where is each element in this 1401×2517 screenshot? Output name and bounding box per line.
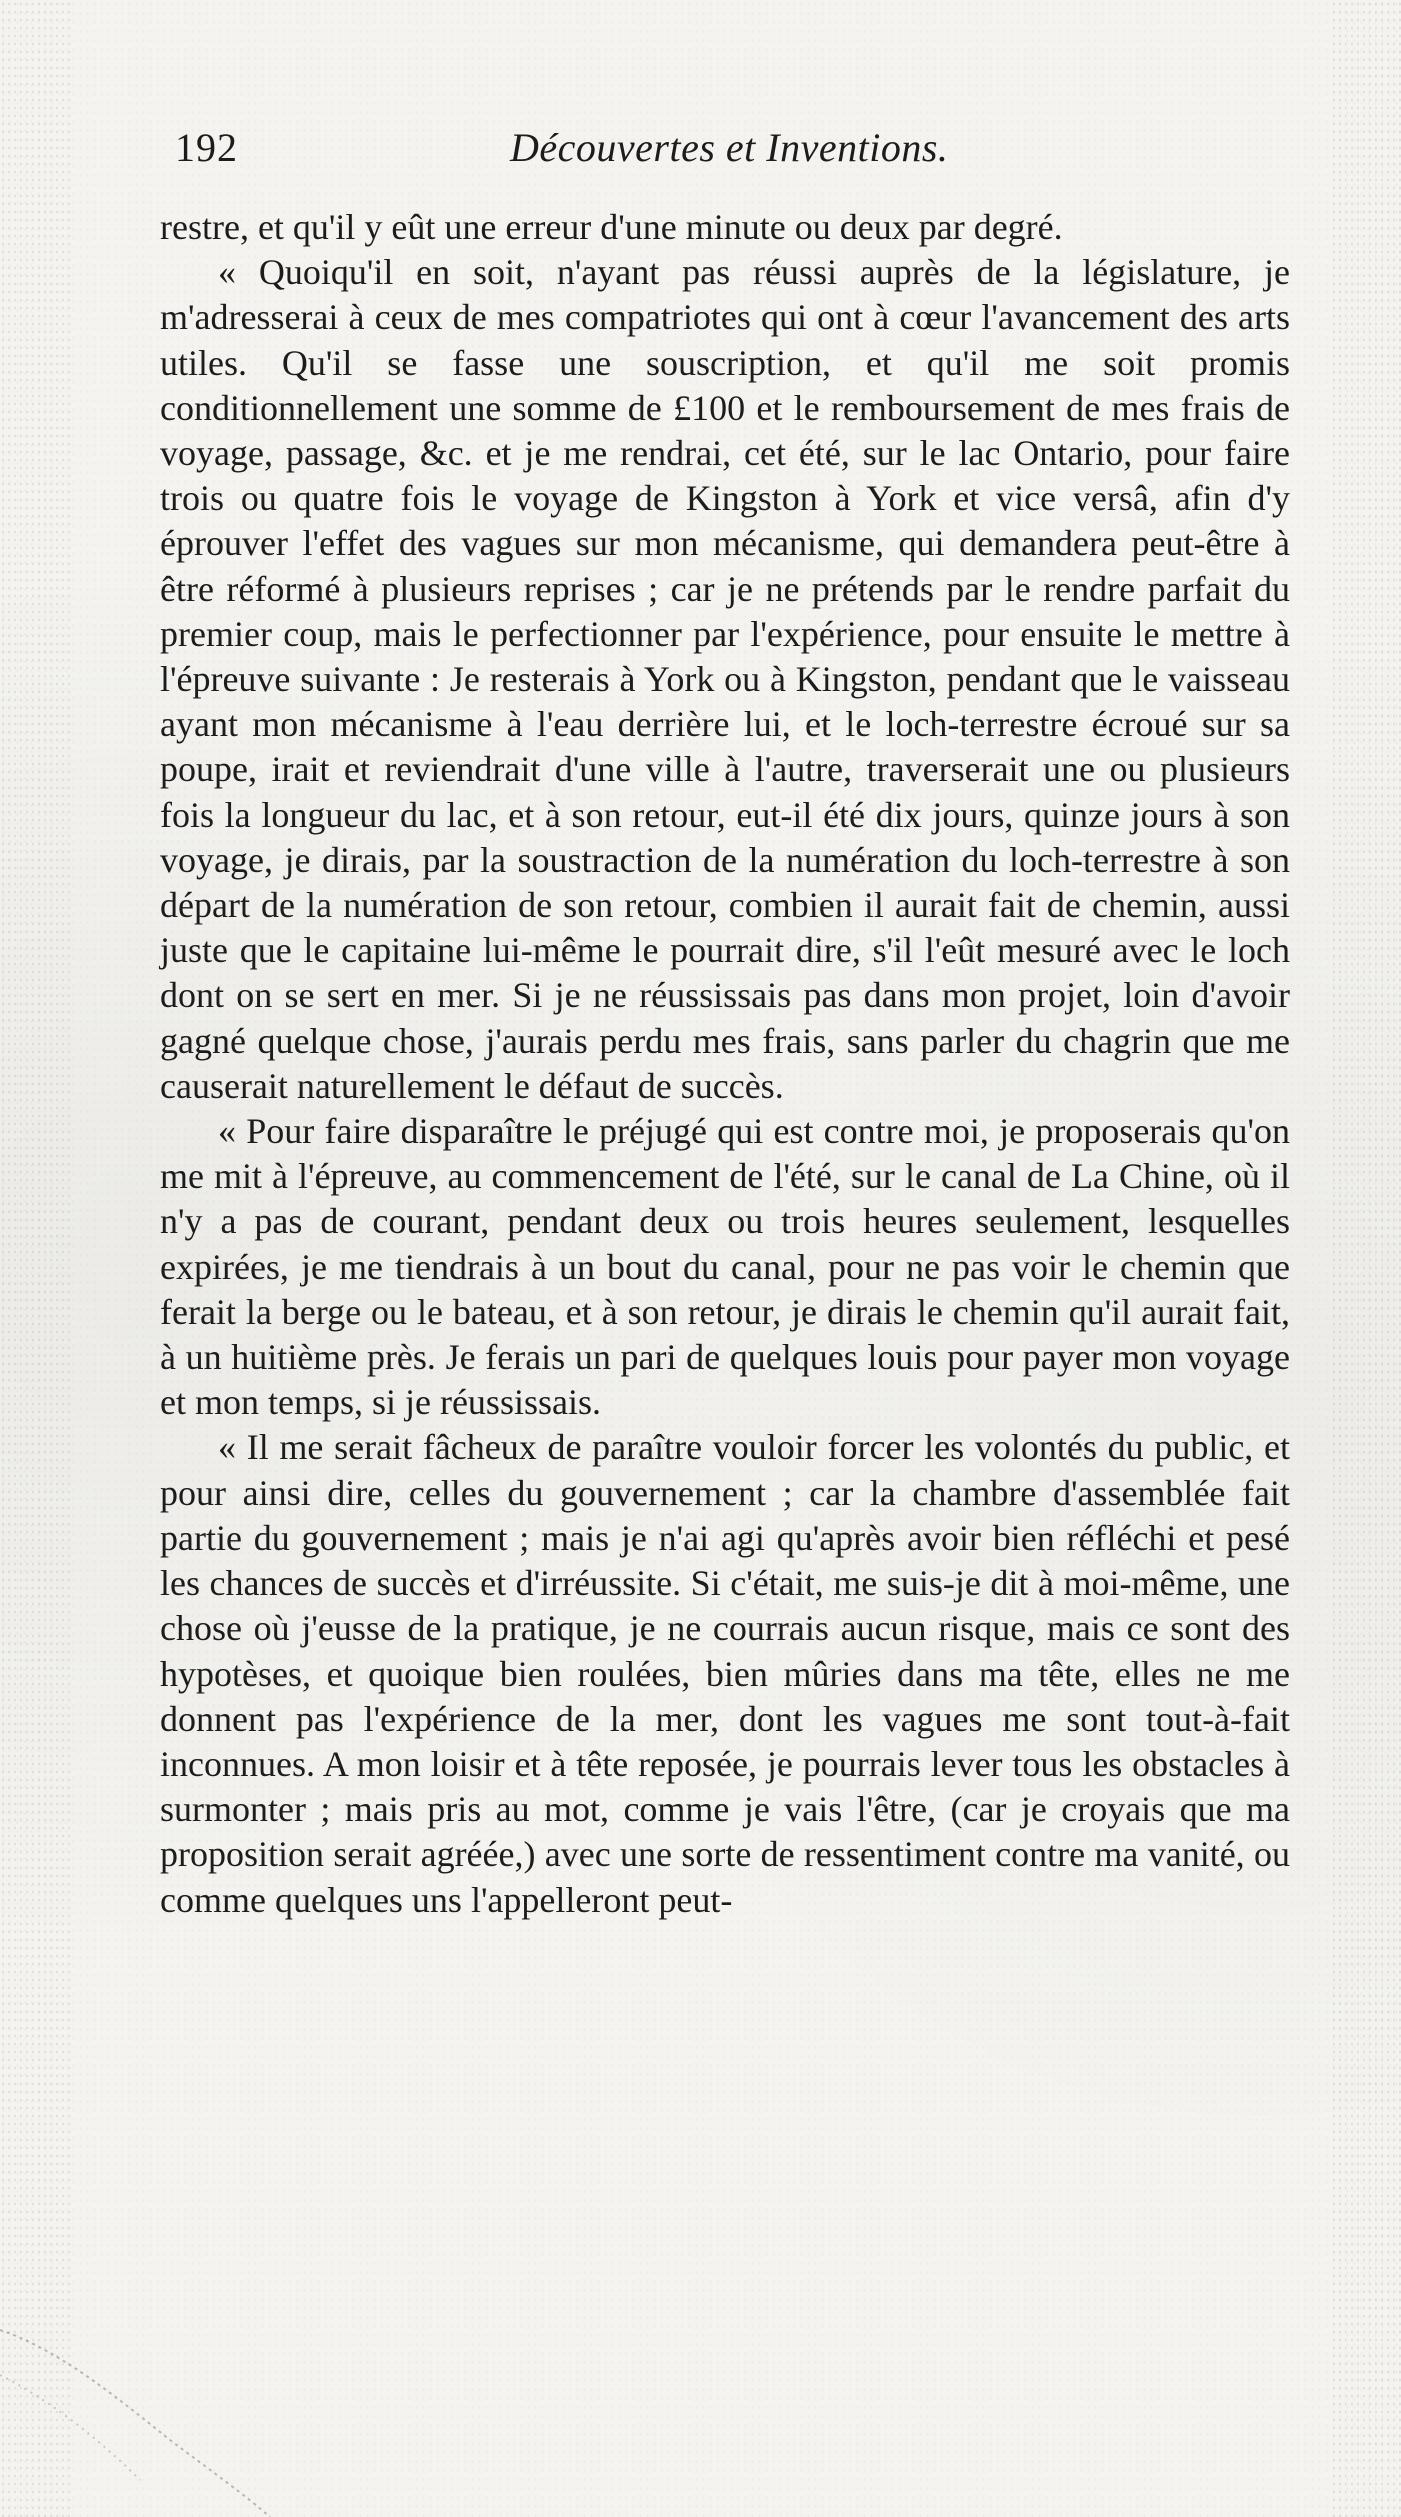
paragraph: « Il me serait fâcheux de paraître vouloir forcer les volontés du public, et pour ainsi dire, celles du gouvernement ; car la chambre d'assemblée fait partie du gouvernement ; mais je n'ai agi qu'après avoir bien réfléchi et pesé les chances de succès et d'irréussite. Si c'était, me suis-je dit à moi-même, une chose où j'eusse de la pratique, je ne courrais aucun risque, mais ce sont des hypotèses, et quoique bien roulées, bien mûries dans ma tête, elles ne me donnent pas l'expérience de la mer, dont les vagues me sont tout-à-fait inconnues. A mon loisir et à tête reposée, je pourrais lever tous les obstacles à surmonter ; mais pris au mot, comme je vais l'être, (car je croyais que ma proposition serait agréée,) avec une sorte de ressentiment contre ma vanité, ou comme quelques uns l'appelleront peut- [160, 1427, 1290, 1920]
page-header [175, 124, 1315, 184]
left-page-edge [0, 0, 70, 2517]
right-page-edge [1331, 0, 1401, 2517]
paragraph: « Pour faire disparaître le préjugé qui est contre moi, je proposerais qu'on me mit à l'épreuve, au commencement de l'été, sur le canal de La Chine, où il n'y a pas de courant, pendant deux ou trois heures seulement, lesquelles expirées, je me tiendrais à un bout du canal, pour ne pas voir le chemin que ferait la berge ou le bateau, et à son retour, je dirais le chemin qu'il aurait fait, à un huitième près. Je ferais un pari de quelques louis pour payer mon voyage et mon temps, si je réussissais. [160, 1111, 1290, 1423]
page-number: 192 [175, 125, 238, 170]
paragraph: « Quoiqu'il en soit, n'ayant pas réussi auprès de la législature, je m'adresserai à ceux de mes compatriotes qui ont à cœur l'avancement des arts utiles. Qu'il se fasse une souscription, et qu'il me soit promis conditionnellement une somme de £100 et le remboursement de mes frais de voyage, passage, &c. et je me rendrai, cet été, sur le lac Ontario, pour faire trois ou quatre fois le voyage de Kingston à York et vice versâ, afin d'y éprouver l'effet des vagues sur mon mécanisme, qui demandera peut-être à être réformé à plusieurs reprises ; car je ne prétends par le rendre parfait du premier coup, mais le perfectionner par l'expérience, pour ensuite le mettre à l'épreuve suivante : Je resterais à York ou à Kingston, pendant que le vaisseau ayant mon mécanisme à l'eau derrière lui, et le loch-terrestre écroué sur sa poupe, irait et reviendrait d'une ville à l'autre, traverserait une ou plusieurs fois la longueur du lac, et à son retour, eut-il été dix jours, quinze jours à son voyage, je dirais, par la soustraction de la numération du loch-terrestre à son départ de la numération de son retour, combien il aurait fait de chemin, aussi juste que le capitaine lui-même le pourrait dire, s'il l'eût mesuré avec le loch dont on se sert en mer. Si je ne réussissais pas dans mon projet, loin d'avoir gagné quelque chose, j'aurais perdu mes frais, sans parler du chagrin que me causerait naturellement le défaut de succès. [160, 252, 1290, 1106]
paragraph-continuation: restre, et qu'il y eût une erreur d'une minute ou deux par degré. [160, 207, 1063, 247]
running-title: Découvertes et Inventions. [510, 125, 949, 170]
body-text [160, 205, 1290, 1923]
